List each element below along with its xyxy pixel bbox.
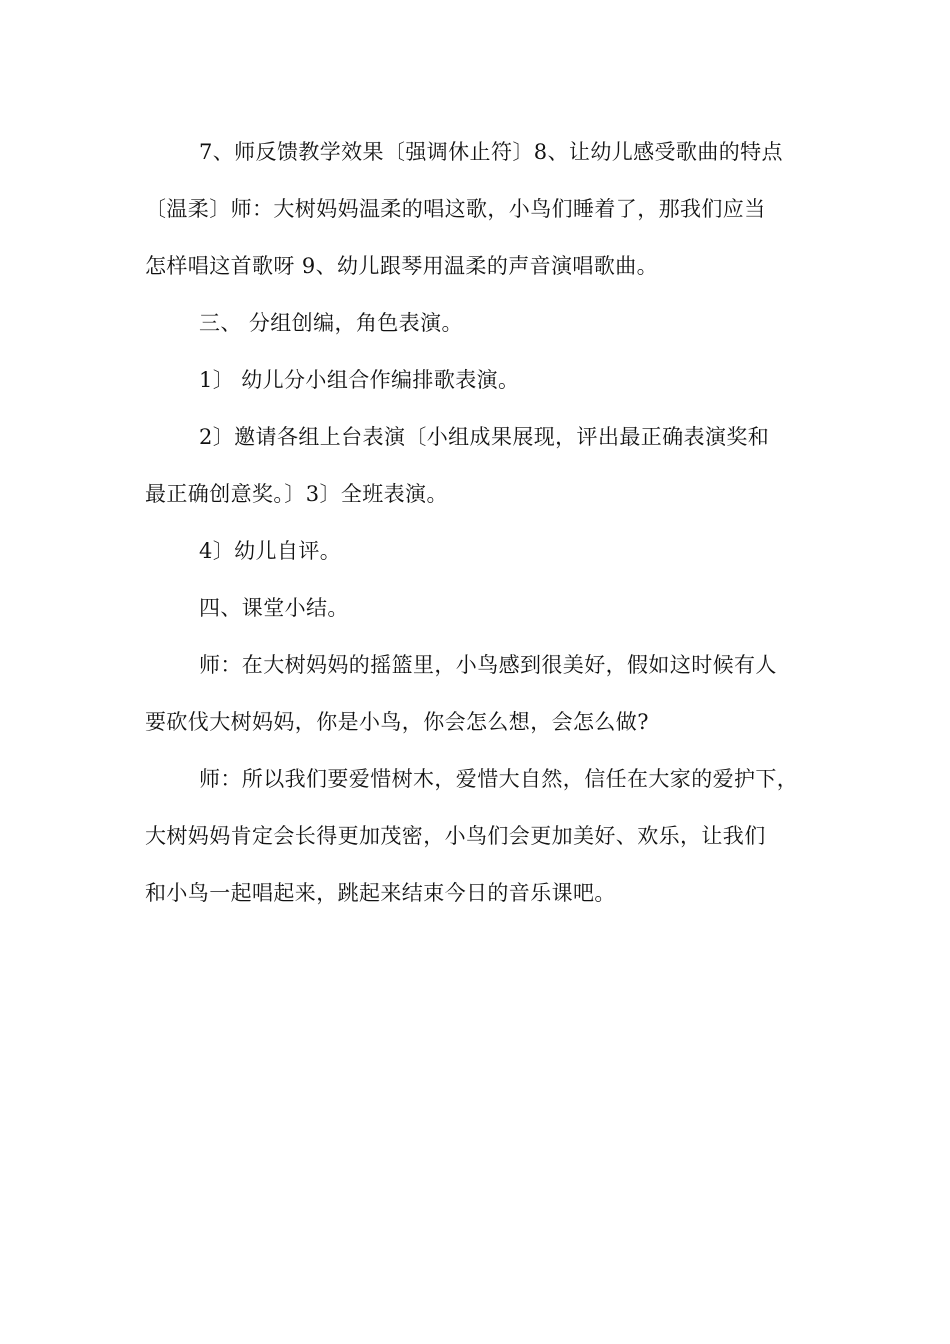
text-line: 和小鸟一起唱起来，跳起来结束今日的音乐课吧。 [145,881,616,905]
text-line: 最正确创意奖。〕3〕全班表演。 [145,482,448,506]
text-line: 怎样唱这首歌呀 9、幼儿跟琴用温柔的声音演唱歌曲。 [145,254,659,278]
text-line: 〔温柔〕师：大树妈妈温柔的唱这歌，小鸟们睡着了，那我们应当 [145,197,766,221]
document-body [145,130,810,928]
text-line: 大树妈妈肯定会长得更加茂密，小鸟们会更加美好、欢乐，让我们 [145,824,766,848]
section-heading: 四、课堂小结。 [199,596,349,620]
text-line: 要砍伐大树妈妈，你是小鸟，你会怎么想，会怎么做? [145,710,649,734]
text-line: 2〕邀请各组上台表演〔小组成果展现，评出最正确表演奖和 [199,425,770,449]
text-line: 师：在大树妈妈的摇篮里，小鸟感到很美好，假如这时候有人 [199,653,777,677]
section-heading: 三、 分组创编，角色表演。 [199,311,463,335]
text-line: 4〕幼儿自评。 [199,539,342,563]
text-line: 7、师反馈教学效果〔强调休止符〕8、让幼儿感受歌曲的特点 [199,140,783,164]
text-line: 师：所以我们要爱惜树木，爱惜大自然，信任在大家的爱护下， [199,767,799,791]
text-line: 1〕 幼儿分小组合作编排歌表演。 [199,368,520,392]
